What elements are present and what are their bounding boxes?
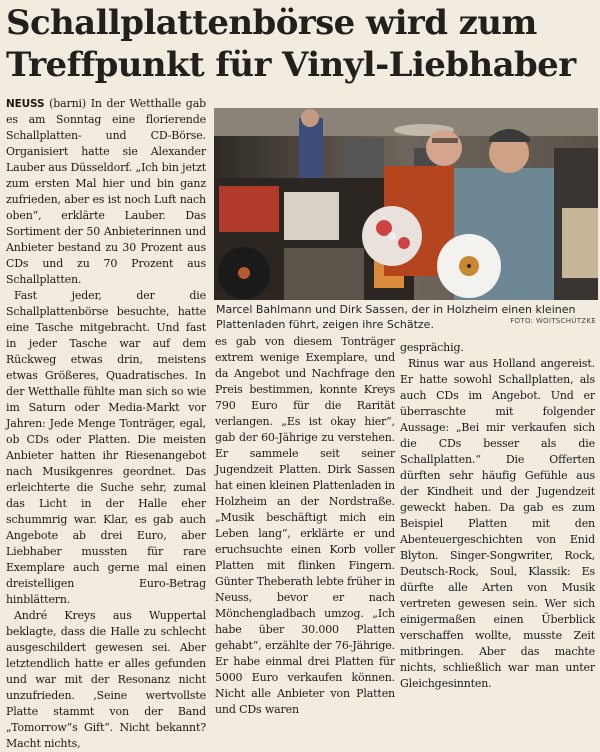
photo-caption: Marcel Bahlmann und Dirk Sassen, der in Holzheim einen kleinen Plattenladen führt, zeigen ihre Schätze. — [216, 303, 576, 331]
headline — [6, 2, 596, 86]
article-column-1 — [6, 96, 206, 750]
paragraph: Fast jeder, der die Schallplattenbörse besuchte, hatte eine Tasche mitgebracht. Und fast in jeder Tasche war auf dem Rückweg etwas drin, meistens etwas Größeres, Quadratisches. In der Wetthalle fühlte man sich so wie im Saturn oder Media-Markt vor Jahren: Jede Menge Tonträger, egal, ob CDs oder Platten. Die meisten Anbieter hatten ihr Riesenangebot nach Musikgenres geordnet. Das erleichterte die Suche sehr, zumal das Licht in der Halle eher schummrig war. Klar, es gab auch Angebote ab drei Euro, aber Liebhaber mussten für rare Exemplare auch gerne mal einen dreistelligen Euro-Betrag hinblättern. — [6, 289, 206, 606]
headline-line-2: Treffpunkt für Vinyl-Liebhaber — [6, 45, 576, 85]
article-column-2 — [215, 334, 396, 716]
paragraph: es gab von diesem Tonträger extrem wenige Exemplare, und da Angebot und Nachfrage den Preis bestimmen, konnte Kreys 790 Euro für die Rarität verlangen. „Es ist okay hier“, gab der 60-Jährige zu verstehen. Er sammele seit seiner Jugendzeit Platten. Dirk Sassen hat einen kleinen Plattenladen in Holzheim an der Nordstraße. „Musik beschäftigt mich ein Leben lang“, erklärte er und eruchsuchte einen Korb voller Platten mit flinken Fingern. Günter Theberath lebte früher in Neuss, bevor er nach Mönchengladbach umzog. „Ich habe über 30.000 Platten gehabt“, erzählte der 76-Jährige. Er habe einmal drei Platten für 5000 Euro verkaufen können. Nicht alle Anbieter von Platten und CDs waren — [215, 335, 396, 716]
lead-paragraph — [6, 96, 206, 288]
paragraph: André Kreys aus Wuppertal beklagte, dass die Halle zu schlecht ausgeschildert gewesen sei. Aber letztendlich hatte er alles gefunden und war mit der Resonanz nicht unzufrieden. ‚Seine wertvollste Platte stammt von der Band „Tomorrow“s Gift“. Nicht bekannt? Macht nichts, — [6, 609, 206, 750]
paragraph-text: In der Wetthalle gab es am Sonntag eine florierende Schallplatten- und CD-Börse. Organisiert hatte sie Alexander Lauber aus Düsseldorf. „Ich bin jetzt zum ersten Mal hier und bin ganz zufrieden, aber es ist noch Luft nach oben“, erklärte Lauber. Das Sortiment der 50 Anbieterinnen und Anbieter bestand zu 30 Prozent aus CDs und zu 70 Prozent aus Schallplatten. — [6, 97, 206, 286]
author: (barni) — [49, 97, 87, 110]
photo-credit: FOTO: WOITSCHÜTZKE — [510, 317, 596, 325]
headline-line-1: Schallplattenbörse wird zum — [6, 3, 537, 43]
record-sellers-photo — [214, 108, 598, 300]
paragraph: gesprächig. — [400, 341, 464, 354]
paragraph: Rinus war aus Holland angereist. Er hatte sowohl Schallplatten, als auch CDs im Angebot. Und er überraschte mit folgender Aussage: „Bei mir verkaufen sich die CDs besser als die Schallplatten.“ Die Offerten dürften sehr häufig Gefühle aus der Kindheit und der Jugendzeit geweckt haben. Da gab es zum Beispiel Platten mit den Abenteuergeschichten von Enid Blyton. Singer-Songwriter, Rock, Deutsch-Rock, Soul, Klassik: Es dürfte alle Arten von Musik vertreten gewesen sein. Wer sich einigermaßen einen Überblick verschaffen wollte, musste Zeit mitbringen. Aber das machte nichts, schließlich war man unter Gleichgesinnten. — [400, 357, 595, 690]
dateline: NEUSS — [6, 98, 45, 110]
article-column-3 — [400, 340, 595, 690]
article-photo — [214, 108, 598, 300]
